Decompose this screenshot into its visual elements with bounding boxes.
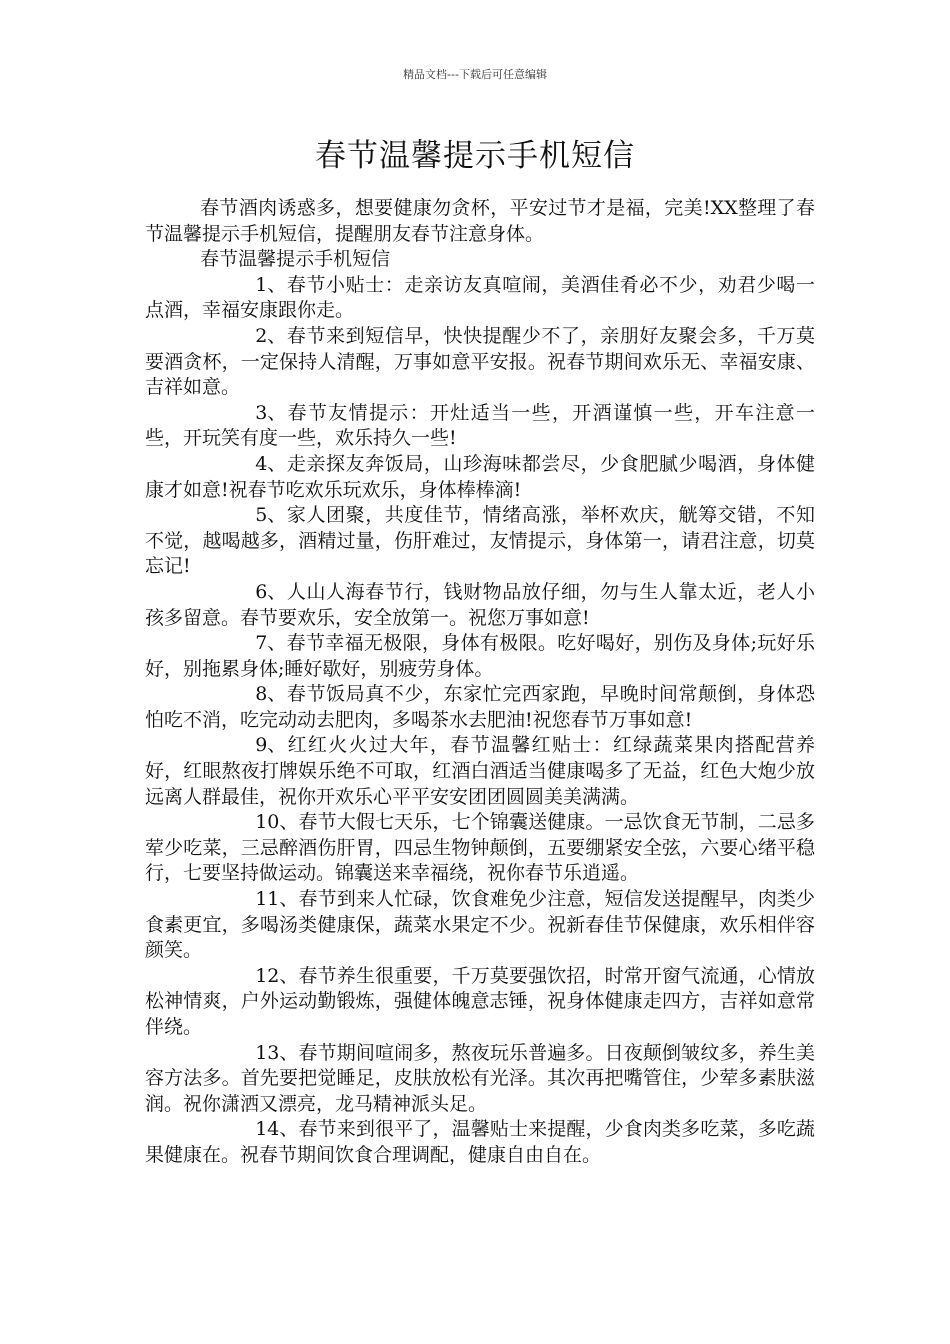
message-text: 春节友情提示：开灶适当一些，开酒谨慎一些，开车注意一些，开玩笑有度一些，欢乐持久一些! (145, 401, 815, 450)
message-number: 6、 (255, 580, 287, 603)
intro-paragraph: 春节酒肉诱惑多，想要健康勿贪杯，平安过节才是福，完美!XX整理了春节温馨提示手机短信，提醒朋友春节注意身体。 (145, 197, 815, 245)
message-text: 春节饭局真不少，东家忙完西家跑，早晚时间常颠倒，身体恐怕吃不消，吃完动动去肥肉，多喝茶水去肥油!祝您春节万事如意! (145, 683, 815, 731)
message-item (145, 401, 815, 452)
message-number: 11、 (255, 888, 299, 911)
message-text: 走亲探友奔饭局，山珍海味都尝尽，少食肥腻少喝酒，身体健康才如意!祝春节吃欢乐玩欢乐，身体棒棒滴! (145, 452, 815, 501)
message-number: 8、 (255, 683, 287, 706)
message-item (145, 682, 815, 733)
message-number: 5、 (255, 504, 287, 527)
document-title: 春节温馨提示手机短信 (315, 138, 635, 174)
message-text: 春节到来人忙碌，饮食难免少注意，短信发送提醒早，肉类少食素更宜，多喝汤类健康保，蔬菜水果定不少。祝新春佳节保健康，欢乐相伴容颜笑。 (145, 888, 815, 962)
message-text: 红红火火过大年，春节温馨红贴士：红绿蔬菜果肉搭配营养好，红眼熬夜打牌娱乐绝不可取，红酒白酒适当健康喝多了无益，红色大炮少放远离人群最佳，祝你开欢乐心平平安安团团圆圆美美满满。 (145, 734, 815, 808)
message-text: 春节来到短信早，快快提醒少不了，亲朋好友聚会多，千万莫要酒贪杯，一定保持人清醒，万事如意平安报。祝春节期间欢乐无、幸福安康、吉祥如意。 (145, 324, 815, 399)
message-item (145, 324, 815, 401)
message-text: 春节来到很平了，温馨贴士来提醒，少食肉类多吃菜，多吃蔬果健康在。祝春节期间饮食合理调配，健康自由自在。 (145, 1118, 815, 1166)
message-text: 人山人海春节行，钱财物品放仔细，勿与生人靠太近，老人小孩多留意。春节要欢乐，安全放第一。祝您万事如意! (145, 580, 815, 629)
message-number: 1、 (255, 273, 287, 296)
message-text: 家人团聚，共度佳节，情绪高涨，举杯欢庆，觥筹交错，不知不觉，越喝越多，酒精过量，伤肝难过，友情提示，身体第一，请君注意，切莫忘记! (145, 504, 815, 578)
message-item (145, 887, 815, 964)
message-number: 14、 (255, 1118, 299, 1141)
message-item (145, 733, 815, 810)
message-item (145, 580, 815, 631)
message-number: 2、 (255, 324, 287, 347)
message-number: 4、 (255, 452, 287, 475)
message-item (145, 631, 815, 682)
message-item (145, 503, 815, 580)
message-number: 10、 (255, 811, 299, 834)
message-number: 3、 (255, 401, 287, 424)
subtitle-paragraph: 春节温馨提示手机短信 (200, 248, 391, 271)
message-number: 9、 (255, 734, 287, 757)
message-text: 春节小贴士：走亲访友真喧闹，美酒佳肴必不少，劝君少喝一点酒，幸福安康跟你走。 (145, 273, 815, 322)
message-item (145, 810, 815, 887)
message-item (145, 1041, 815, 1118)
document-body (145, 196, 815, 1169)
message-text: 春节大假七天乐，七个锦囊送健康。一忌饮食无节制，二忌多荤少吃菜，三忌醉酒伤肝胃，四忌生物钟颠倒，五要绷紧安全弦，六要心绪平稳行，七要坚持做运动。锦囊送来幸福绕，祝你春节乐逍遥。 (145, 811, 815, 885)
message-item (145, 964, 815, 1041)
message-item (145, 273, 815, 324)
message-number: 13、 (255, 1041, 299, 1064)
message-number: 12、 (255, 964, 299, 987)
message-text: 春节期间喧闹多，熬夜玩乐普遍多。日夜颠倒皱纹多，养生美容方法多。首先要把觉睡足，皮肤放松有光泽。其次再把嘴管住，少荤多素肤滋润。祝你潇洒又漂亮，龙马精神派头足。 (145, 1041, 815, 1115)
message-list (145, 273, 815, 1169)
message-item (145, 1117, 815, 1168)
message-number: 7、 (255, 632, 287, 655)
message-item (145, 452, 815, 503)
header-note: 精品文档---下载后可任意编辑 (403, 68, 547, 81)
message-text: 春节养生很重要，千万莫要强饮招，时常开窗气流通，心情放松神情爽，户外运动勤锻炼，强健体魄意志锤，祝身体健康走四方，吉祥如意常伴绕。 (145, 964, 815, 1038)
message-text: 春节幸福无极限，身体有极限。吃好喝好，别伤及身体;玩好乐好，别拖累身体;睡好歇好，别疲劳身体。 (145, 632, 815, 680)
